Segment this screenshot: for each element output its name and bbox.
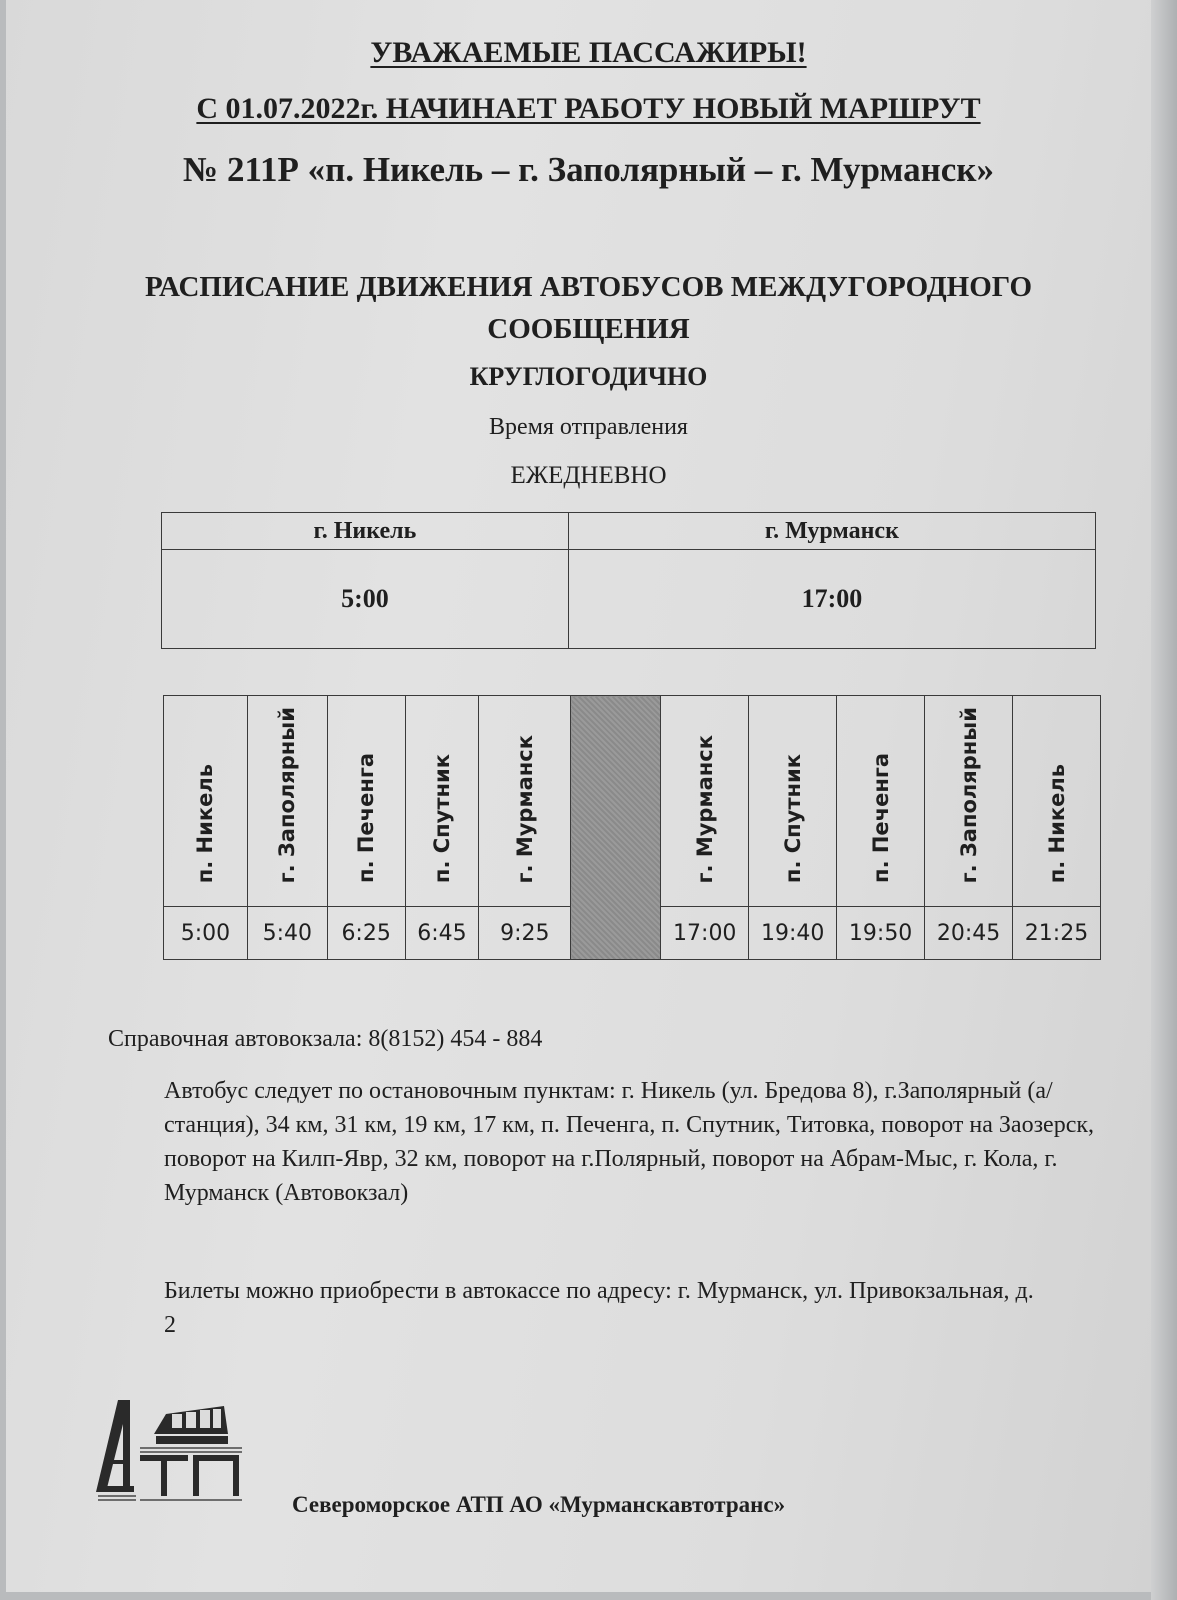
stop-time: 6:45 xyxy=(405,907,479,960)
frequency-label: ЕЖЕДНЕВНО xyxy=(510,462,667,489)
reference-phone: Справочная автовокзала: 8(8152) 454 - 884 xyxy=(108,1026,543,1052)
stop-cell xyxy=(247,696,327,907)
stop-time: 6:25 xyxy=(327,907,405,960)
stop-time: 19:50 xyxy=(837,907,925,960)
stop-cell xyxy=(327,696,405,907)
departure-header-murmansk: г. Мурманск xyxy=(568,513,1095,550)
departure-time-label: Время отправления xyxy=(489,414,688,440)
stop-cell xyxy=(479,696,571,907)
departures-table xyxy=(161,512,1096,649)
stop-name: г. Заполярный xyxy=(275,706,300,883)
stop-cell xyxy=(749,696,837,907)
stop-name: п. Спутник xyxy=(780,753,805,883)
stop-name: г. Мурманск xyxy=(692,734,717,883)
route-title: № 211Р «п. Никель – г. Заполярный – г. Мурманск» xyxy=(183,150,994,189)
stop-name: п. Никель xyxy=(193,763,218,883)
stop-time: 20:45 xyxy=(925,907,1013,960)
stop-time: 9:25 xyxy=(479,907,571,960)
stop-name: п. Никель xyxy=(1044,763,1069,883)
stop-name: п. Печенга xyxy=(868,753,893,883)
atp-bus-logo xyxy=(96,1400,256,1510)
stop-name: п. Спутник xyxy=(429,753,454,883)
stops-table xyxy=(163,695,1101,960)
stop-name: г. Заполярный xyxy=(956,706,981,883)
stop-time: 5:40 xyxy=(247,907,327,960)
schedule-title-line2: СООБЩЕНИЯ xyxy=(487,313,690,345)
stop-time: 21:25 xyxy=(1013,907,1101,960)
announcement-heading xyxy=(0,92,1177,126)
schedule-title xyxy=(0,266,1177,350)
stop-time: 19:40 xyxy=(749,907,837,960)
stop-cell xyxy=(661,696,749,907)
departure-time-murmansk: 17:00 xyxy=(568,550,1095,649)
stop-cell xyxy=(837,696,925,907)
season-label: КРУГЛОГОДИЧНО xyxy=(469,362,708,391)
stop-cell xyxy=(405,696,479,907)
stop-cell xyxy=(1013,696,1101,907)
stop-cell xyxy=(925,696,1013,907)
stop-name: г. Мурманск xyxy=(512,734,537,883)
company-name: Североморское АТП АО «Мурманскавтотранс» xyxy=(292,1492,786,1517)
departure-time-nikel: 5:00 xyxy=(162,550,569,649)
greeting-heading xyxy=(0,36,1177,70)
stop-time: 5:00 xyxy=(164,907,248,960)
stop-cell xyxy=(164,696,248,907)
stops-header-row xyxy=(164,696,1101,907)
stop-name: п. Печенга xyxy=(354,753,379,883)
separator-column xyxy=(571,696,661,960)
route-stops-text: Автобус следует по остановочным пунктам: г. Никель (ул. Бредова 8), г.Заполярный (а/станция), 34 км, 31 км, 19 км, 17 км, п. Печенга, п. Спутник, Титовка, поворот на Заозерск, поворот на Килп-Явр, 32 км, поворот на г.Полярный, поворот на Абрам-Мыс, г. Кола, г. Мурманск (Автовокзал) xyxy=(164,1078,1095,1206)
stop-time: 17:00 xyxy=(661,907,749,960)
greeting-text: УВАЖАЕМЫЕ ПАССАЖИРЫ! xyxy=(370,36,807,69)
background-edge xyxy=(1151,0,1177,1600)
departure-header-nikel: г. Никель xyxy=(162,513,569,550)
announcement-text: С 01.07.2022г. НАЧИНАЕТ РАБОТУ НОВЫЙ МАРШРУТ xyxy=(196,92,981,125)
schedule-title-line1: РАСПИСАНИЕ ДВИЖЕНИЯ АВТОБУСОВ МЕЖДУГОРОДНОГО xyxy=(144,271,1033,303)
tickets-text: Билеты можно приобрести в автокассе по адресу: г. Мурманск, ул. Привокзальная, д. 2 xyxy=(164,1278,1034,1338)
